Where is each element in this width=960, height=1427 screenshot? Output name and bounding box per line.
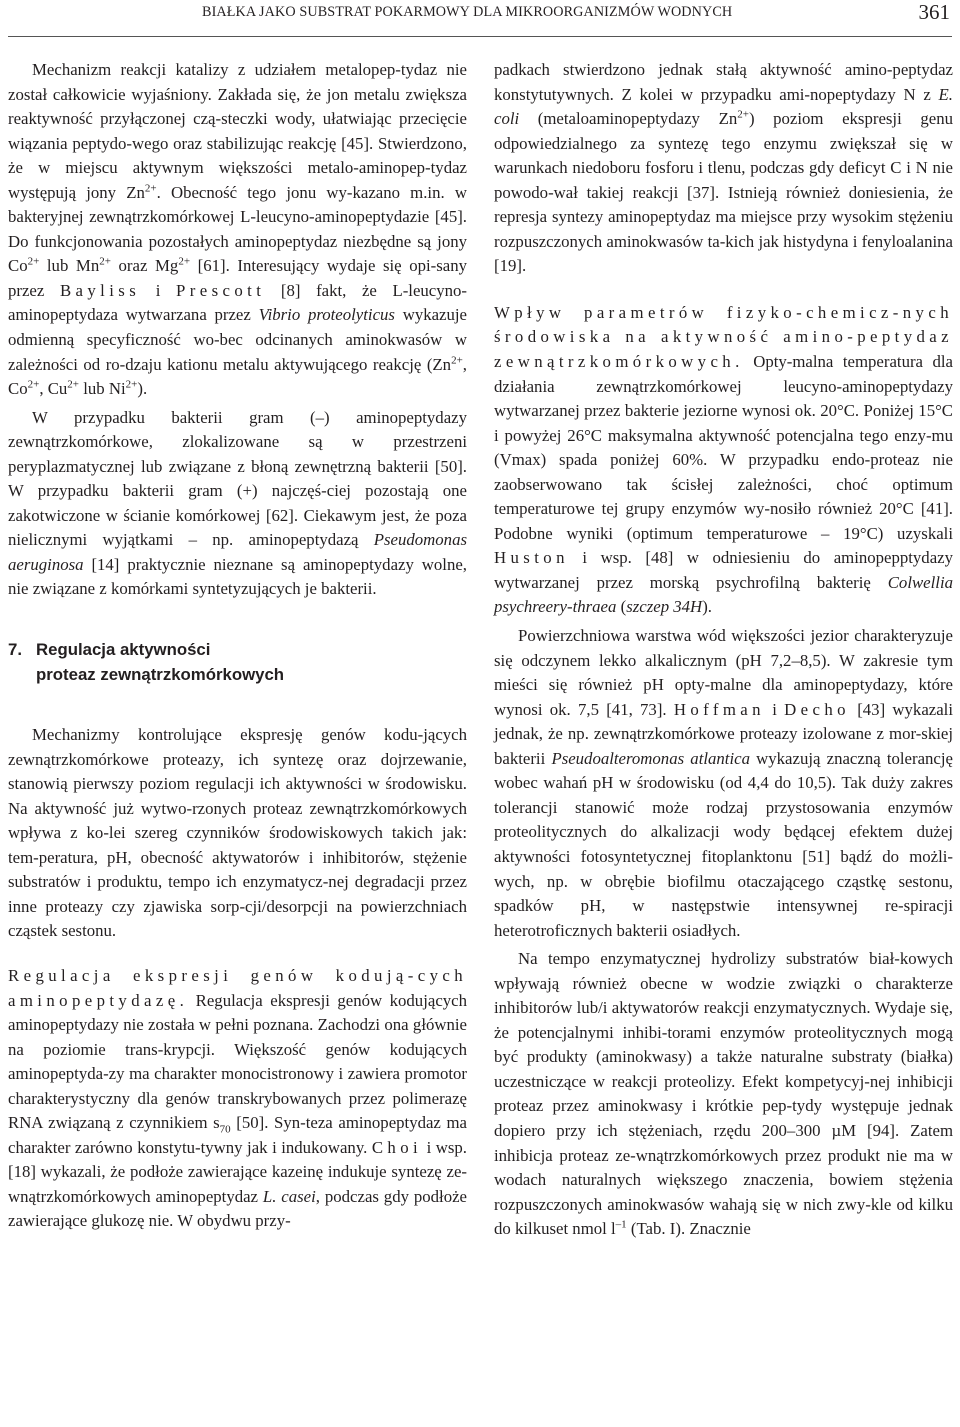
species-name: Colwellia psychreery-thraea [494, 572, 953, 617]
author-name: Bayliss [59, 280, 141, 300]
section-number: 7. [8, 640, 22, 660]
species-name: E. coli [494, 84, 953, 129]
species-name: Pseudomonas aeruginosa [8, 530, 467, 574]
header-rule [8, 36, 952, 37]
paragraph-physicochemical-parameters: Wpływ parametrów fizyko-chemicz-nych środowiska na aktywność amino-peptydaz zewnątrzkomórkowych. Opty-malna temperatura dla działania zewnątrzkomórkowej leucyno-aminopeptydazy wytwarzanej przez bakterie jeziorne wynosi ok. 20°C. Poniżej 15°C i powyżej 26°C maksymalna aktywność potencjalna tego enzy-mu (Vmax) spada poniżej 60%. W przypadku endo-proteaz nie zaobserwowano tak ścisłej zależności, choć optimum temperaturowe tej grupy enzymów wy-nosiło również 20°C [41]. Podobne wyniki (optimum temperaturowe – 19°C) uzyskali Huston i wsp. [48] w odniesieniu do aminopepptydazy wytwarzanej przez morską psychrofilną bakterię Colwellia psychreery-thraea (szczep 34H). [494, 302, 953, 617]
paragraph-regulation-mechanisms: Mechanizmy kontrolujące ekspresję genów kodu-jących zewnątrzkomórkowe proteazy, ich syntezę oraz dojrzewanie, stanowią pierwszy poziom regulacji ich aktywności w środowisku. Na aktywność już wytwo-rzonych proteaz zewnątrzkomórkowych wpływa z ko-lei szereg czynników środowiskowych takich jak: tem-peratura, pH, obecność aktywatorów i inhibitorów, stężenie substratów i produktu, tempo ich enzymatycz-nej degradacji przez inne proteazy czy zjawiska sorp-cji/desorpcji na powierzchniach cząstek sestonu. [8, 725, 467, 941]
paragraph-metal-catalysis: Mechanizm reakcji katalizy z udziałem metalopep-tydaz nie został całkowicie wyjaśniony. Zakłada się, że jon metalu zwiększa reaktywność przyłączonej czą-steczki wody, ułatwiając przecięcie wiązania peptydo-wego oraz stabilizując reakcję [45]. Stwierdzono, że w miejscu aktywnym większości metalo-aminopep-tydaz występują jony $Zn^{2+}$. Obecność tego jonu wy-kazano m.in. w bakteryjnej zewnątrzkomórkowej L-leucyno-aminopeptydazie [45]. Do funkcjonowania pozostałych aminopeptydaz niezbędne są jony $Co^{2+}$ lub $Mn^{2+}$ oraz $Mg^{2+}$ [61]. Interesujący wydaje się opi-sany przez Bayliss i Prescott [8] fakt, że L-leucyno-aminopeptydaza wytwarzana przez Vibrio proteolyticus wykazuje odmienną specyficzność wo-bec odcinanych aminokwasów w zależności od ro-dzaju kationu metalu aktywującego reakcję ($Zn^{2+}$, $Co^{2+}$, $Cu^{2+}$ lub $Ni^{2+}$). [8, 60, 468, 399]
strain-name: szczep 34H [626, 597, 703, 617]
running-header [0, 0, 960, 44]
section-title-line-1: Regulacja aktywności [36, 640, 211, 660]
paragraph-ph: Powierzchniowa warstwa wód większości jezior charakteryzuje się odczynem lekko alkalicznym (pH 7,2–8,5). W zakresie tym mieści się również pH opty-malne dla aminopeptydazy, które wynosi ok. 7,5 [41, 73]. Hoffman i Decho [43] wykazali jednak, że np. zewnątrzkomórkowe proteazy izolowane z mor-skiej bakterii Pseudoalteromonas atlantica wykazują znaczną tolerancję wobec wahań pH w środowisku (od 4,4 do 10,5). Tak duży zakres tolerancji stanowić może rodzaj przystosowania enzymów proteolitycznych do alkalizacji wody będącej efektem dużej aktywności fotosyntetycznej fitoplanktonu [51] bądź do możli-wych, np. w obrębie biofilmu otaczającego cząstkę sestonu, spadków pH, w następstwie intensywnej re-spiracji heterotroficznych bakterii osiadłych. [494, 626, 953, 940]
paragraph-inhibitors: Na tempo enzymatycznej hydrolizy substratów biał-kowych wpływają również obecne w wodzie związki o charakterze inhibitorów lub/i aktywatorów reakcji enzymatycznych. Wydaje się, że potencjalnymi inhibi-torami enzymów proteolitycznych mogą być produkty (aminokwasy) a także naturalne substraty (białka) uczestniczące w reakcji proteolizy. Efekt kompetycyj-nej inhibicji proteaz przez aminokwasy i krótkie pep-tydy występuje jednak dopiero przy ich stężeniach, rzędu 200–300 µM [94]. Zatem inhibicja proteaz ze-wnątrzkomórkowych przez produkt nie ma w wodach naturalnych większego znaczenia, bowiem stężenia rozpuszczonych aminokwasów wahają się w nich zwy-kle od kilku do kilkuset nmol $l^{-1}$ (Tab. I). Znacznie [494, 949, 953, 1239]
paragraph-continuation: padkach stwierdzono jednak stałą aktywność amino-peptydaz konstytutywnych. Z kolei w przypadku ami-nopeptydazy N z E. coli (metaloaminopeptydazy $Zn^{2+}$) poziom ekspresji genu odpowiedzialnego za syntezę tego enzymu zwiększał się w warunkach niedoboru fosforu i tlenu, podczas gdy deficyt C i N nie powodo-wał takiej reakcji [37]. Istnieją również doniesienia, że represja syntezy aminopeptydaz ma miejsce przy wysokim stężeniu rozpuszczonych aminokwasów ta-kich jak histydyna i fenyloalanina [19]. [494, 60, 953, 276]
running-title: BIAŁKA JAKO SUBSTRAT POKARMOWY DLA MIKROORGANIZMÓW WODNYCH [202, 4, 733, 20]
species-name: Pseudoalteromonas atlantica [551, 748, 750, 768]
author-name: Huston [494, 548, 569, 568]
right-column [494, 58, 953, 1242]
section-heading [8, 638, 467, 687]
author-name: Decho [784, 699, 850, 719]
author-name: Choi [371, 1137, 423, 1157]
species-name: Vibrio proteolyticus [258, 305, 395, 325]
section-title-line-2: proteaz zewnątrzkomórkowych [36, 664, 285, 684]
author-name: Hoffman [673, 699, 765, 719]
paragraph-gram-bacteria: W przypadku bakterii gram (–) aminopeptydazy zewnątrzkomórkowe, zlokalizowane są w przestrzeni peryplazmatycznej lub związane z błoną zewnętrzną bakterii [50]. W przypadku bakterii gram (+) najczęś-ciej pozostają one zakotwiczone w ścianie komórkowej [62]. Ciekawym jest, że poza nielicznymi wyjątkami – np. aminopeptydazą Pseudomonas aeruginosa [14] praktycznie nieznane są aminopeptydazy wolne, nie związane z komórkami syntetyzujących je bakterii. [8, 407, 467, 599]
subsection-title: Regulacja ekspresji genów kodują-cych aminopeptydazę. [8, 965, 467, 1010]
paragraph-gene-expression: Regulacja ekspresji genów kodują-cych aminopeptydazę. Regulacja ekspresji genów kodujących aminopeptydazy nie została w pełni poznana. Zachodzi ona głównie na poziomie trans-krypcji. Większość genów kodujących aminopeptyda-zy ma charakter monocistronowy i zawiera promotor charakterystyczny dla genów transkrybowanych przez polimerazę RNA związaną z czynnikiem $s_{70}$ [50]. Syn-teza aminopeptydaz ma charakter zarówno konstytu-tywny jak i indukowany. Choi i wsp. [18] wykazali, że podłoże zawierające kazeinę indukuje syntezę ze-wnątrzkomórkowych aminopeptydaz L. casei, podczas gdy podłoże zawierające glukozę nie. W obydwu przy- [8, 965, 467, 1231]
author-name: Prescott [176, 280, 266, 300]
page-number: 361 [918, 0, 950, 24]
subsection-title: Wpływ parametrów fizyko-chemicz-nych środowiska na aktywność amino-peptydaz zewnątrzkomórkowych. [494, 302, 953, 372]
left-column [8, 58, 467, 1234]
species-name: L. casei [262, 1186, 316, 1206]
